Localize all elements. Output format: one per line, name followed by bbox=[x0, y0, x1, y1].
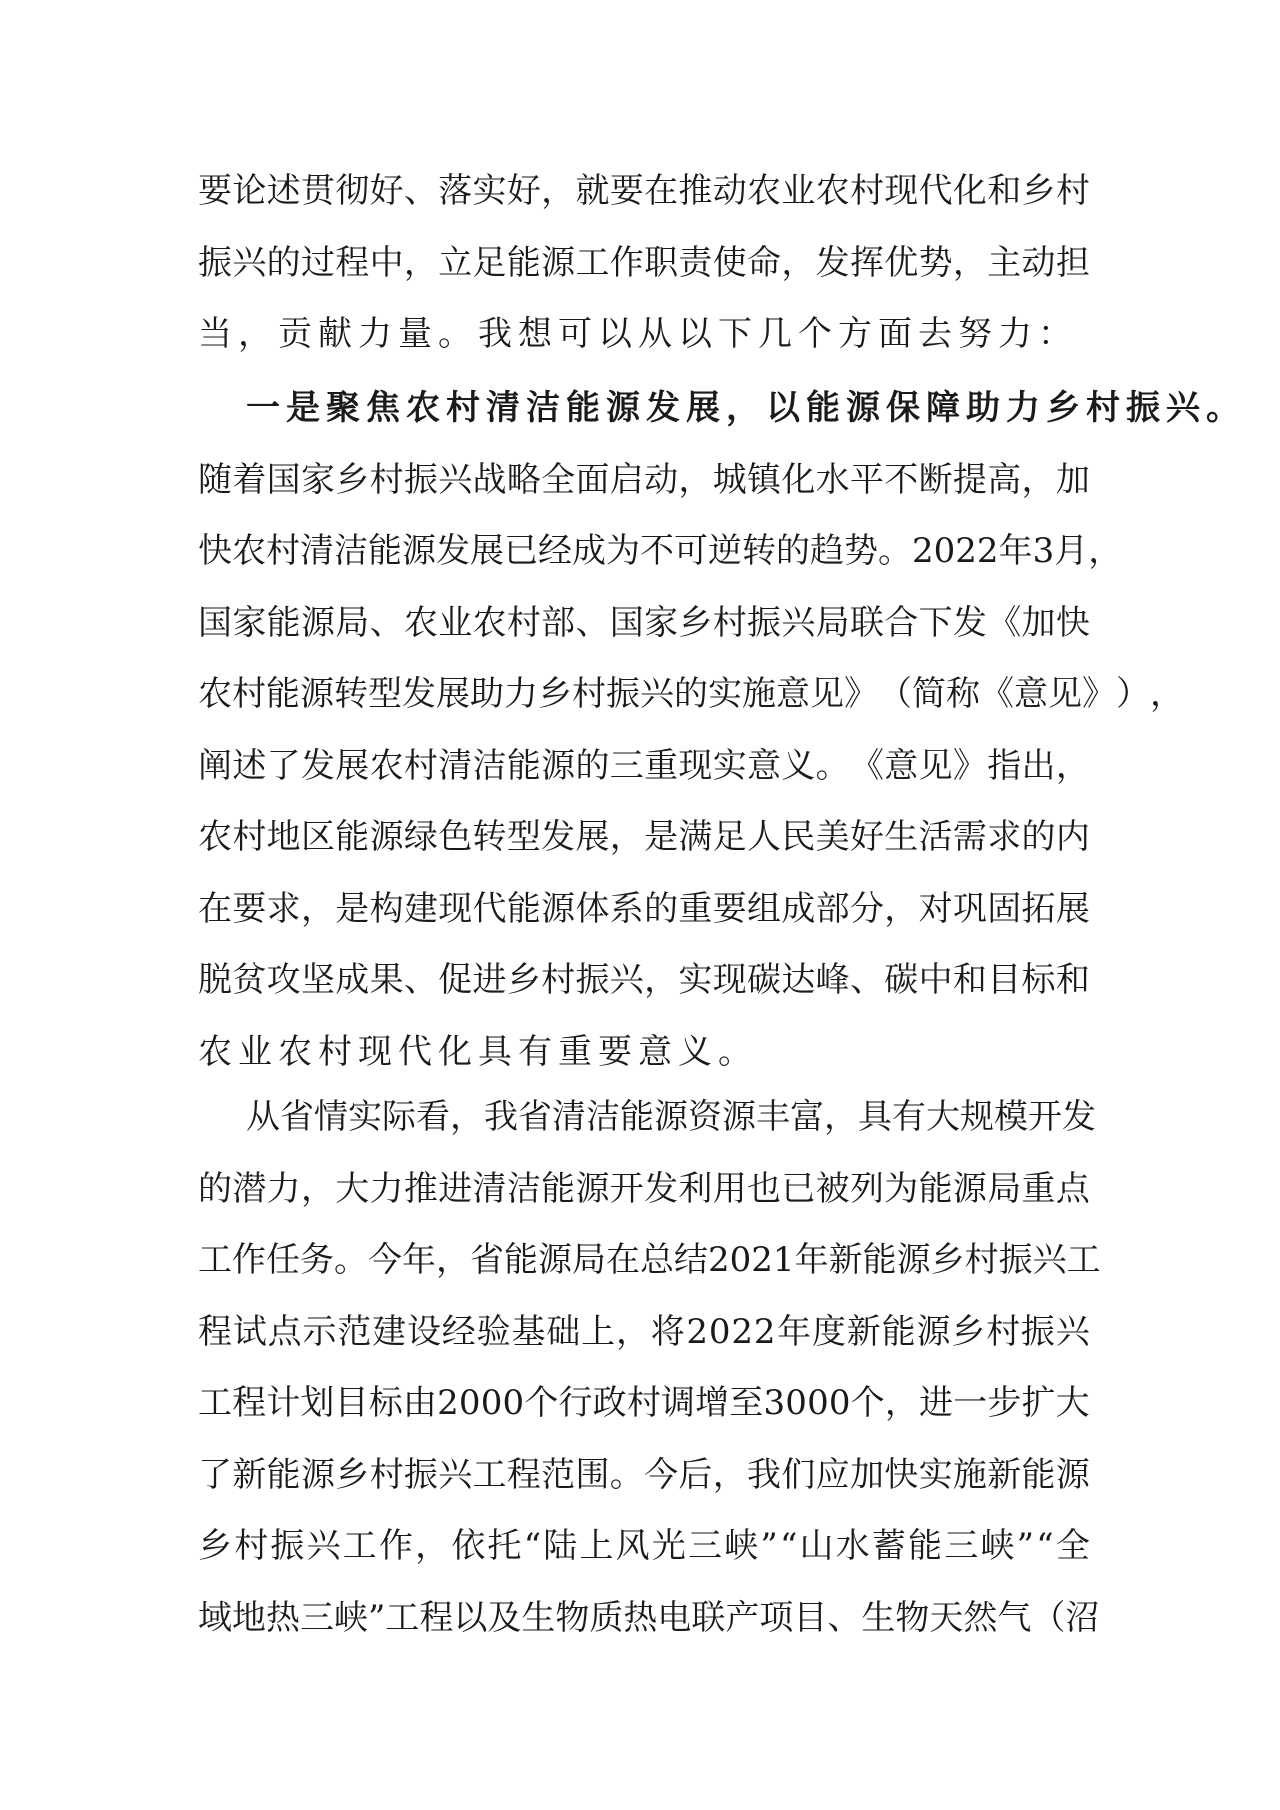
paragraph-heading: 一是聚焦农村清洁能源发展，以能源保障助力乡村振兴。 bbox=[246, 388, 1246, 428]
paragraph-province bbox=[198, 1082, 1101, 1654]
text-line: 工 作 任 务 。 今 年 ， 省 能 源 局 在 总 结 2 0 2 1 年 新 能 源 乡 村 振 兴 工 bbox=[198, 1240, 1101, 1280]
paragraph-clean-energy bbox=[198, 373, 1246, 1088]
text-line: 农 村 地 区 能 源 绿 色 转 型 发 展 ， 是 满 足 人 民 美 好 生 活 需 求 的 内 bbox=[198, 817, 1090, 857]
text-line: 快 农 村 清 洁 能 源 发 展 已 经 成 为 不 可 逆 转 的 趋 势 。 2 0 2 2 年 3 月 ， bbox=[198, 531, 1123, 571]
text-line: 阐 述 了 发 展 农 村 清 洁 能 源 的 三 重 现 实 意 义 。 《 意 见 》 指 出 ， bbox=[198, 745, 1090, 786]
text-line: 工 程 计 划 目 标 由 2 0 0 0 个 行 政 村 调 增 至 3 0 0 0 个 ， 进 一 步 扩 大 bbox=[198, 1383, 1090, 1423]
text-line: 乡 村 振 兴 工 作 ， 依 托 “ 陆 上 风 光 三 峡 ” “ 山 水 蓄 能 三 峡 ” “ 全 bbox=[198, 1526, 1090, 1566]
text-line: 从 省 情 实 际 看 ， 我 省 清 洁 能 源 资 源 丰 富 ， 具 有 大 规 模 开 发 bbox=[246, 1097, 1096, 1137]
text-line: 随 着 国 家 乡 村 振 兴 战 略 全 面 启 动 ， 城 镇 化 水 平 不 断 提 高 ， 加 bbox=[198, 459, 1090, 500]
text-line: 在 要 求 ， 是 构 建 现 代 能 源 体 系 的 重 要 组 成 部 分 ， 对 巩 固 拓 展 bbox=[198, 888, 1090, 929]
text-line: 国 家 能 源 局 、 农 业 农 村 部 、 国 家 乡 村 振 兴 局 联 合 下 发 《 加 快 bbox=[198, 602, 1090, 643]
text-line: 程 试 点 示 范 建 设 经 验 基 础 上 ， 将 2 0 2 2 年 度 新 能 源 乡 村 振 兴 bbox=[198, 1311, 1090, 1352]
text-line: 了 新 能 源 乡 村 振 兴 工 程 范 围 。 今 后 ， 我 们 应 加 快 实 施 新 能 源 bbox=[198, 1454, 1090, 1495]
text-line: 域 地 热 三 峡 ” 工 程 以 及 生 物 质 热 电 联 产 项 目 、 生 物 天 然 气 （ 沼 bbox=[198, 1597, 1100, 1638]
paragraph-intro bbox=[198, 156, 1090, 371]
text-line: 要 论 述 贯 彻 好 、 落 实 好 ， 就 要 在 推 动 农 业 农 村 现 代 化 和 乡 村 bbox=[198, 171, 1090, 211]
text-line: 的 潜 力 ， 大 力 推 进 清 洁 能 源 开 发 利 用 也 已 被 列 为 能 源 局 重 点 bbox=[198, 1168, 1090, 1209]
text-line: 农 村 能 源 转 型 发 展 助 力 乡 村 振 兴 的 实 施 意 见 》 （ 简 称 《 意 见 》 ） ， bbox=[198, 674, 1184, 714]
text-line: 农业农村现代化具有重要意义。 bbox=[198, 1031, 758, 1072]
text-line: 振 兴 的 过 程 中 ， 立 足 能 源 工 作 职 责 使 命 ， 发 挥 优 势 ， 主 动 担 bbox=[198, 242, 1090, 283]
text-line: 脱 贫 攻 坚 成 果 、 促 进 乡 村 振 兴 ， 实 现 碳 达 峰 、 碳 中 和 目 标 和 bbox=[198, 960, 1090, 1000]
text-line: 当，贡献力量。我想可以从以下几个方面去努力： bbox=[198, 314, 1078, 354]
